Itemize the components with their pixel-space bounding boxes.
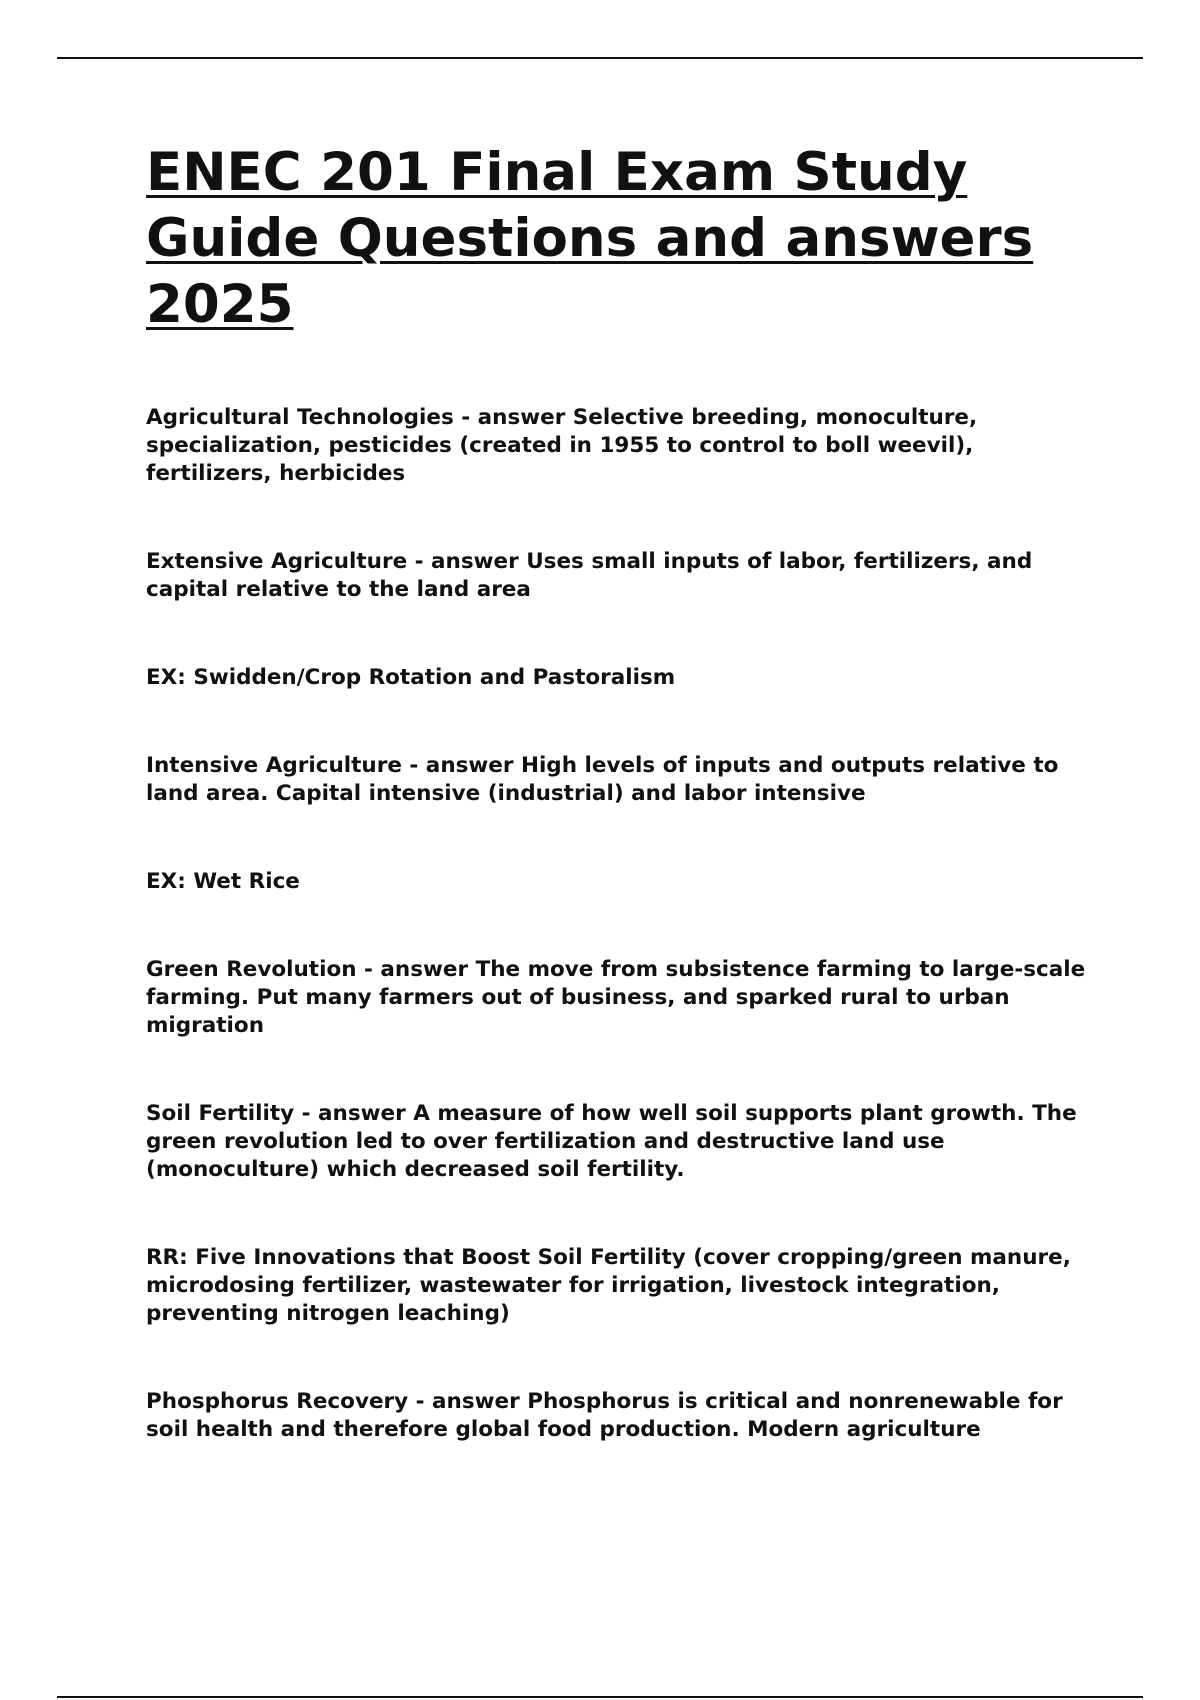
page-content (146, 140, 1096, 1504)
entry-soil-fertility: Soil Fertility - answer A measure of how well soil supports plant growth. The green revolution led to over fertilization and destructive land use (monoculture) which decreased soil fertility. (146, 1101, 1077, 1182)
study-guide-entries (146, 404, 1096, 1444)
title-line-1: ENEC 201 Final Exam Study (146, 142, 968, 203)
entry-extensive-agriculture: Extensive Agriculture - answer Uses small inputs of labor, fertilizers, and capital relative to the land area (146, 549, 1033, 602)
title-line-3: 2025 (146, 274, 294, 335)
entry-extensive-example: EX: Swidden/Crop Rotation and Pastoralism (146, 665, 676, 690)
entry-green-revolution: Green Revolution - answer The move from subsistence farming to large-scale farming. Put many farmers out of business, and sparked rural to urban migration (146, 957, 1086, 1038)
entry-phosphorus-recovery: Phosphorus Recovery - answer Phosphorus is critical and nonrenewable for soil health and therefore global food production. Modern agriculture (146, 1389, 1063, 1442)
bottom-rule (57, 1696, 1143, 1698)
title-line-2: Guide Questions and answers (146, 208, 1034, 269)
entry-agricultural-technologies: Agricultural Technologies - answer Selective breeding, monoculture, specialization, pesticides (created in 1955 to control to boll weevil), fertilizers, herbicides (146, 405, 978, 486)
entry-intensive-example: EX: Wet Rice (146, 869, 300, 894)
entry-soil-fertility-innovations: RR: Five Innovations that Boost Soil Fertility (cover cropping/green manure, microdosing fertilizer, wastewater for irrigation, livestock integration, preventing nitrogen leaching) (146, 1245, 1071, 1326)
entry-intensive-agriculture: Intensive Agriculture - answer High levels of inputs and outputs relative to land area. Capital intensive (industrial) and labor intensive (146, 753, 1059, 806)
top-rule (57, 57, 1143, 59)
document-title (146, 140, 1096, 338)
